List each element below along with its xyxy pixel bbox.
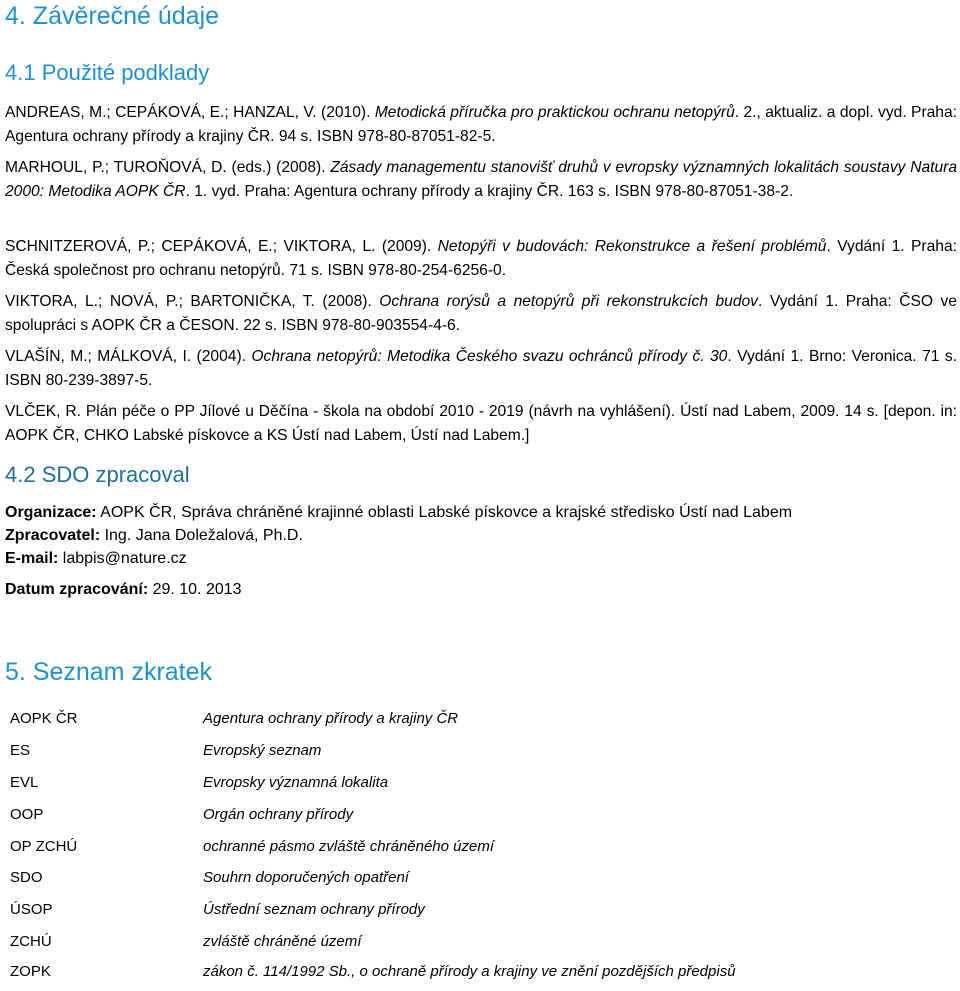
reference-item: VIKTORA, L.; NOVÁ, P.; BARTONIČKA, T. (2008). Ochrana rorýsů a netopýrů při rekonstrukcích budov. Vydání 1. Praha: ČSO ve spolupráci s AOPK ČR a ČESON. 22 s. ISBN 978-80-903554-4-6.: [5, 293, 957, 334]
author-value: Ing. Jana Doležalová, Ph.D.: [100, 527, 303, 544]
list-item: [0, 838, 960, 866]
reference-item: ANDREAS, M.; CEPÁKOVÁ, E.; HANZAL, V. (2010). Metodická příručka pro praktickou ochranu netopýrů. 2., aktualiz. a dopl. vyd. Praha: Agentura ochrany přírody a krajiny ČR. 94 s. ISBN 978-80-87051-82-5.: [5, 104, 957, 145]
abbreviation-value: zákon č. 114/1992 Sb., o ochraně přírody a krajiny ve znění pozdějších předpisů: [203, 963, 736, 980]
list-item: [0, 963, 960, 991]
abbreviation-value: Agentura ochrany přírody a krajiny ČR: [203, 710, 459, 727]
abbreviation-value: Evropsky významná lokalita: [203, 774, 389, 791]
abbreviation-value: Souhrn doporučených opatření: [203, 869, 409, 886]
organization-value: AOPK ČR, Správa chráněné krajinné oblasti Labské pískovce a krajské středisko Ústí nad Labem: [96, 504, 793, 521]
abbreviation-key: ZOPK: [10, 963, 51, 980]
email-value: labpis@nature.cz: [58, 550, 187, 567]
email-label: E-mail:: [5, 550, 59, 567]
reference-item: SCHNITZEROVÁ, P.; CEPÁKOVÁ, E.; VIKTORA, L. (2009). Netopýři v budovách: Rekonstrukce a řešení problémů. Vydání 1. Praha: Česká společnost pro ochranu netopýrů. 71 s. ISBN 978-80-254-6256-0.: [5, 238, 957, 279]
list-item: [0, 901, 960, 929]
list-item: [0, 806, 960, 834]
section-5-heading: 5. Seznam zkratek: [5, 658, 213, 686]
author-line: [5, 524, 303, 548]
abbreviation-key: OP ZCHÚ: [10, 838, 78, 855]
organization-label: Organizace:: [5, 504, 97, 521]
list-item: [0, 742, 960, 770]
section-4-heading: 4. Závěrečné údaje: [5, 2, 220, 30]
list-item: [0, 869, 960, 897]
email-line: [5, 547, 187, 571]
abbreviation-value: zvláště chráněné území: [203, 933, 362, 950]
organization-line: [5, 501, 792, 525]
reference-item: MARHOUL, P.; TUROŇOVÁ, D. (eds.) (2008). Zásady managementu stanovišť druhů v evropsky významných lokalitách soustavy Natura 2000: Metodika AOPK ČR. 1. vyd. Praha: Agentura ochrany přírody a krajiny ČR. 163 s. ISBN 978-80-87051-38-2.: [5, 159, 957, 200]
abbreviation-value: ochranné pásmo zvláště chráněného území: [203, 838, 495, 855]
abbreviation-key: AOPK ČR: [10, 710, 78, 727]
abbreviation-key: OOP: [10, 806, 44, 823]
abbreviation-value: Evropský seznam: [203, 742, 322, 759]
abbreviation-key: ÚSOP: [10, 901, 53, 918]
abbreviation-key: SDO: [10, 869, 43, 886]
abbreviation-value: Ústřední seznam ochrany přírody: [203, 901, 425, 918]
list-item: [0, 710, 960, 738]
abbreviation-key: EVL: [10, 774, 39, 791]
subsection-4-2-heading: 4.2 SDO zpracoval: [5, 462, 190, 487]
author-label: Zpracovatel:: [5, 527, 101, 544]
list-item: [0, 933, 960, 961]
list-item: [0, 774, 960, 802]
date-label: Datum zpracování:: [5, 581, 149, 598]
abbreviation-key: ES: [10, 742, 31, 759]
reference-item: VLAŠÍN, M.; MÁLKOVÁ, I. (2004). Ochrana netopýrů: Metodika Českého svazu ochránců přírody č. 30. Vydání 1. Brno: Veronica. 71 s. ISBN 80-239-3897-5.: [5, 348, 957, 389]
date-value: 29. 10. 2013: [148, 581, 242, 598]
date-line: [5, 578, 242, 602]
reference-item: VLČEK, R. Plán péče o PP Jílové u Děčína - škola na období 2010 - 2019 (návrh na vyhlášení). Ústí nad Labem, 2009. 14 s. [depon. in: AOPK ČR, CHKO Labské pískovce a KS Ústí nad Labem, Ústí nad Labem.]: [5, 403, 957, 444]
abbreviation-key: ZCHÚ: [10, 933, 52, 950]
abbreviation-value: Orgán ochrany přírody: [203, 806, 354, 823]
subsection-4-1-heading: 4.1 Použité podklady: [5, 60, 210, 85]
